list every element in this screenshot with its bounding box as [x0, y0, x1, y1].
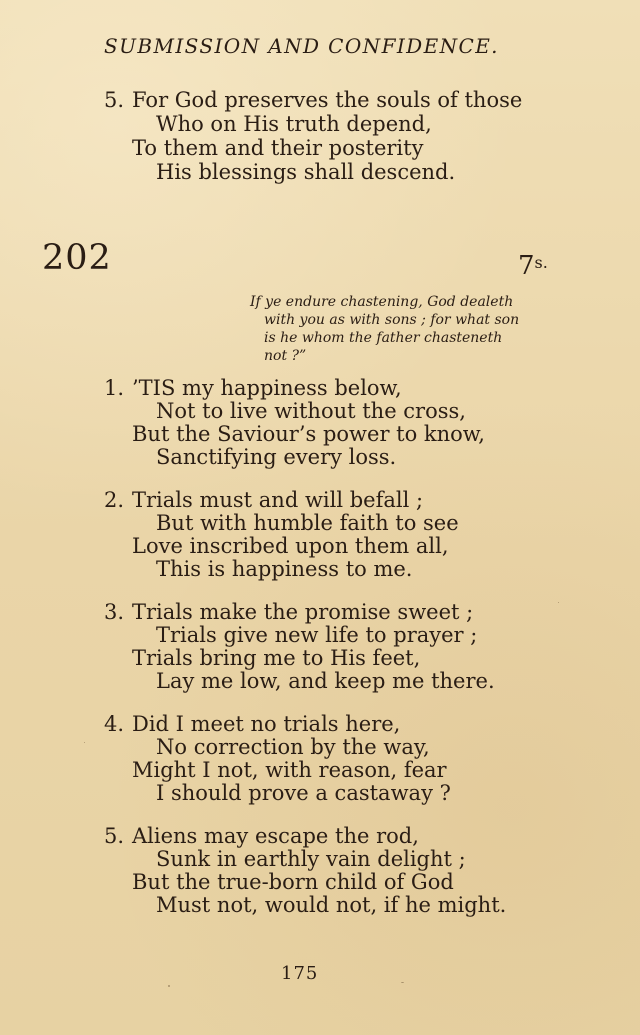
stanza-2: [104, 488, 534, 598]
running-head: SUBMISSION AND CONFIDENCE.: [104, 34, 499, 58]
stanza-number: 4.: [104, 712, 125, 736]
stanza-text: His blessings shall descend.: [156, 160, 456, 184]
stanza-text: Trials bring me to His feet,: [132, 646, 421, 670]
stanza-text: Trials give new life to prayer ;: [156, 623, 478, 647]
epigraph-line: with you as with sons ; for what son: [264, 312, 520, 328]
hymn-number: 202: [42, 238, 112, 278]
epigraph-line: If ye endure chastening, God dealeth: [250, 294, 514, 310]
stanza-text: But the Saviour’s power to know,: [132, 422, 485, 446]
stanza-text: Trials must and will befall ;: [132, 488, 424, 512]
stanza-text: Who on His truth depend,: [156, 112, 432, 136]
paper-speck: [401, 982, 404, 983]
stanza-3: [104, 600, 534, 710]
stanza-text: But with humble faith to see: [156, 511, 459, 535]
stanza-number: 5.: [104, 824, 125, 848]
paper-speck: [558, 602, 559, 603]
stanza-text: No correction by the way,: [156, 735, 430, 759]
stanza-text: Did I meet no trials here,: [132, 712, 401, 736]
stanza-text: ’TIS my happiness below,: [132, 376, 402, 400]
stanza-text: To them and their posterity: [132, 136, 424, 160]
paper-speck: [168, 985, 170, 987]
stanza-text: Sanctifying every loss.: [156, 445, 397, 469]
stanza-text: But the true-born child of God: [132, 870, 454, 894]
stanza-text: Aliens may escape the rod,: [132, 824, 419, 848]
stanza-number: 3.: [104, 600, 125, 624]
stanza-number: 5.: [104, 88, 125, 112]
stanza-text: Love inscribed upon them all,: [132, 534, 449, 558]
hymn-stanzas: [104, 376, 534, 936]
stanza-text: For God preserves the souls of those: [132, 88, 523, 112]
stanza-text: Sunk in earthly vain delight ;: [156, 847, 466, 871]
meter-main: 7: [518, 251, 535, 281]
stanza-number: 2.: [104, 488, 125, 512]
stanza-text: Must not, would not, if he might.: [156, 893, 507, 917]
stanza-text: Trials make the promise sweet ;: [132, 600, 474, 624]
paper-speck: [84, 742, 85, 743]
meter-label: [518, 249, 548, 280]
epigraph-line: not ?”: [264, 348, 307, 364]
stanza-4: [104, 712, 534, 822]
stanza-text: Might I not, with reason, fear: [132, 758, 447, 782]
epigraph-line: is he whom the father chasteneth: [264, 330, 503, 346]
stanza-text: I should prove a castaway ?: [156, 781, 451, 805]
stanza-text: This is happiness to me.: [156, 557, 413, 581]
stanza-text: Not to live without the cross,: [156, 399, 466, 423]
stanza-text: Lay me low, and keep me there.: [156, 669, 495, 693]
stanza-1: [104, 376, 534, 486]
stanza-5: [104, 824, 534, 934]
stanza-number: 1.: [104, 376, 125, 400]
page-number: 175: [281, 963, 319, 984]
meter-suffix: s.: [534, 253, 548, 272]
